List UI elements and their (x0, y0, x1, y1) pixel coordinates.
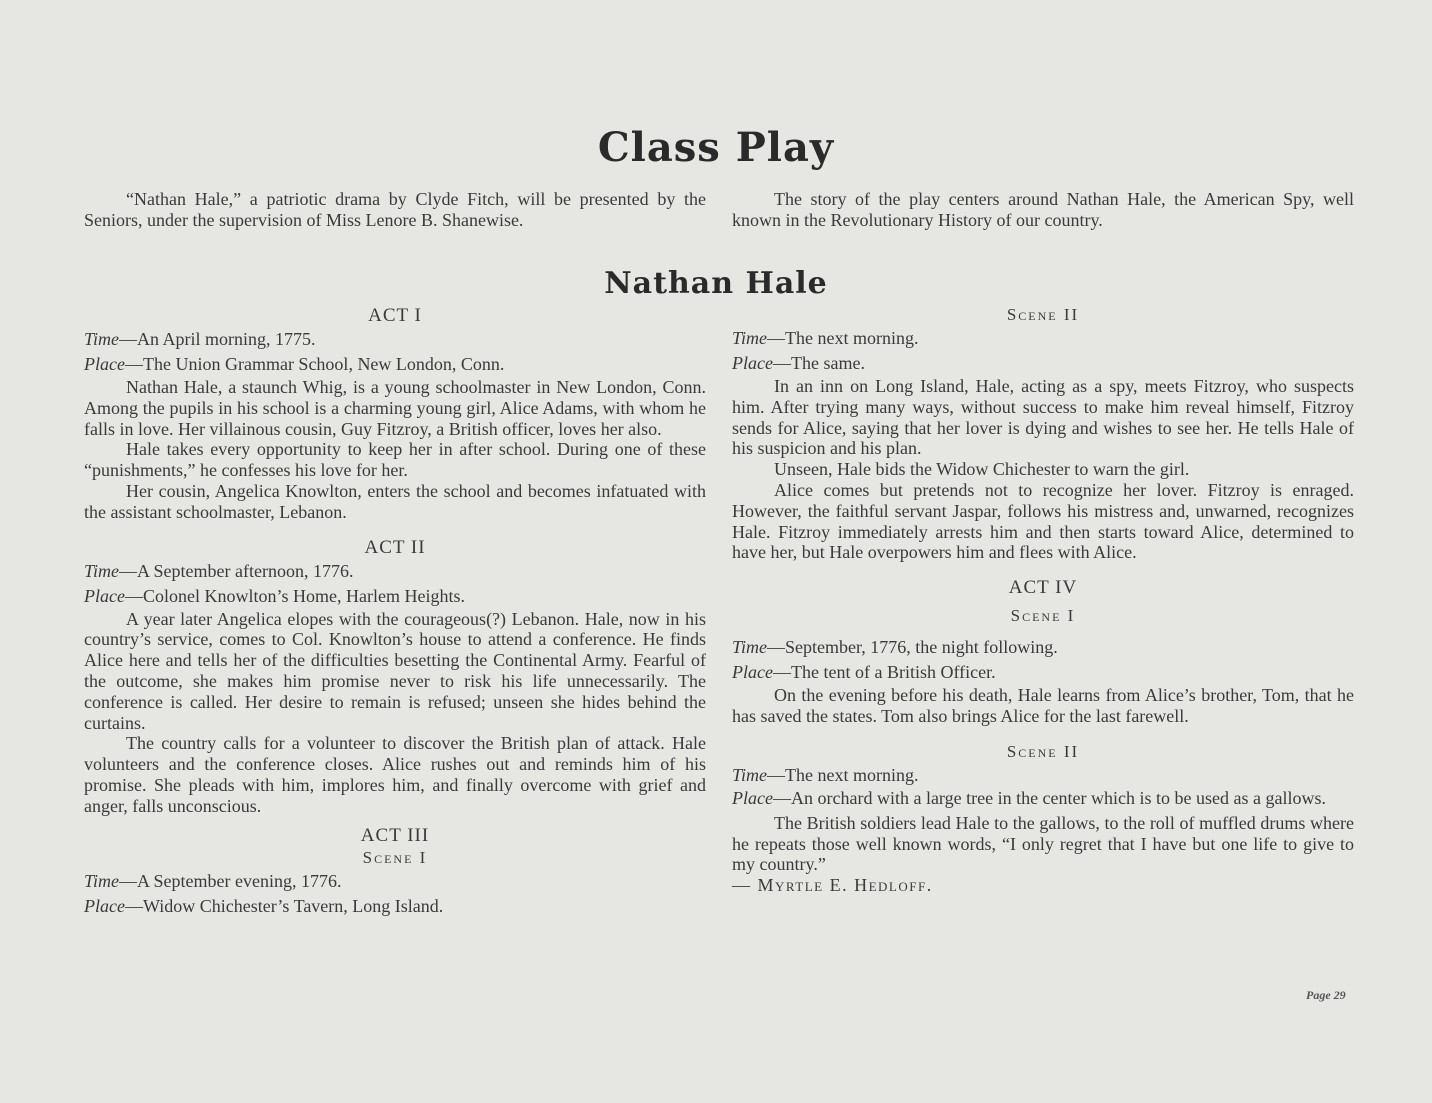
time-label: Time (732, 764, 768, 785)
time-label: Time (732, 637, 768, 658)
intro-paragraph: “Nathan Hale,” a patriotic drama by Clyde Fitch, will be presented by the Seniors, under the supervision of Miss Lenore B. Shanewise. (84, 189, 706, 230)
page-number: Page 29 (1306, 988, 1346, 1002)
time-value: —A September evening, 1776. (119, 870, 342, 891)
act-1-time (84, 327, 706, 352)
place-label: Place (84, 895, 125, 916)
act-4-paragraph-1: On the evening before his death, Hale learns from Alice’s brother, Tom, that he has saved the states. Tom also brings Alice for the last farewell. (732, 685, 1354, 726)
act-3-scene-2-time (732, 326, 1354, 351)
place-value: —Widow Chichester’s Tavern, Long Island. (124, 895, 444, 916)
act-4-scene-1-time (732, 635, 1354, 660)
place-label: Place (732, 662, 773, 683)
act-2-paragraph-1: A year later Angelica elopes with the courageous(?) Lebanon. Hale, now in his country’s service, comes to Col. Knowlton’s house to attend a conference. He finds Alice here and tells her of the difficulties besetting the Continental Army. Fearful of the outcome, she makes him promise never to risk his life unnecessarily. The conference is called. Her desire to remain is refused; unseen she hides behind the curtains. (84, 608, 706, 733)
intro-paragraph: The story of the play centers around Nathan Hale, the American Spy, well known in the Revolutionary History of our country. (732, 189, 1354, 230)
act-3-paragraph-1: In an inn on Long Island, Hale, acting as a spy, meets Fitzroy, who suspects him. After trying many ways, without success to make him reveal himself, Fitzroy sends for Alice, saying that her lover is dying and wishes to see her. He tells Hale of his suspicion and his plan. (732, 376, 1354, 459)
page-title: Class Play (597, 124, 835, 171)
time-label: Time (84, 329, 120, 349)
place-value: —An orchard with a large tree in the center which is to be used as a gallows. (772, 787, 1326, 808)
place-value: —The Union Grammar School, New London, Conn. (124, 354, 505, 374)
place-label: Place (732, 353, 773, 373)
act-1-heading: ACT I (368, 305, 422, 326)
place-value: —The tent of a British Officer. (772, 662, 996, 683)
right-column (732, 304, 1354, 896)
act-1-paragraph-2: Hale takes every opportunity to keep her in after school. During one of these “punishments,” he confesses his love for her. (84, 439, 706, 481)
time-value: —A September afternoon, 1776. (119, 560, 354, 581)
place-value: —The same. (772, 353, 865, 373)
author-signature: — Myrtle E. Hedloff. (732, 875, 933, 896)
act-4-heading: ACT IV (1008, 577, 1078, 599)
act-3-scene-2-heading: Scene II (1006, 305, 1080, 324)
left-column (84, 305, 706, 919)
act-3-scene-1-place (84, 894, 706, 919)
play-title: Nathan Hale (604, 266, 828, 301)
act-3-scene-1-heading: Scene I (362, 847, 428, 867)
place-label: Place (84, 585, 125, 606)
act-1-place (84, 352, 706, 377)
place-value: —Colonel Knowlton’s Home, Harlem Heights. (124, 585, 465, 606)
act-3-paragraph-2: Unseen, Hale bids the Widow Chichester to warn the girl. (774, 459, 1190, 480)
act-2-place (84, 584, 706, 609)
act-3-scene-2-place (732, 351, 1354, 376)
time-value: —The next morning. (767, 764, 919, 785)
time-label: Time (732, 328, 768, 348)
place-label: Place (84, 354, 125, 374)
act-2-heading: ACT II (364, 536, 426, 558)
time-value: —The next morning. (767, 328, 919, 348)
act-4-scene-2-time (732, 763, 1354, 788)
act-4-scene-2-heading: Scene II (1006, 741, 1080, 761)
intro-right-column (732, 189, 1354, 231)
intro-left-column (84, 189, 706, 231)
time-value: —September, 1776, the night following. (767, 637, 1058, 658)
act-1-paragraph-3: Her cousin, Angelica Knowlton, enters the school and becomes infatuated with the assistant schoolmaster, Lebanon. (84, 480, 706, 522)
act-3-scene-1-time (84, 869, 706, 894)
act-4-scene-1-heading: Scene I (1010, 606, 1076, 626)
time-label: Time (84, 560, 120, 581)
act-3-heading: ACT III (360, 824, 430, 846)
act-2-paragraph-2: The country calls for a volunteer to discover the British plan of attack. Hale volunteers and the conference closes. Alice rushes out and reminds him of his promise. She pleads with him, implores him, and finally overcome with grief and anger, falls unconscious. (84, 733, 706, 816)
act-2-time (84, 559, 706, 584)
act-4-paragraph-2: The British soldiers lead Hale to the gallows, to the roll of muffled drums where he repeats those well known words, “I only regret that I have but one life to give to my country.” (732, 812, 1354, 875)
act-3-paragraph-3: Alice comes but pretends not to recognize her lover. Fitzroy is enraged. However, the faithful servant Jaspar, follows his mistress and, unwarned, recognizes Hale. Fitzroy immediately arrests him and then starts toward Alice, determined to have her, but Hale overpowers him and flees with Alice. (732, 479, 1354, 563)
act-1-paragraph-1: Nathan Hale, a staunch Whig, is a young schoolmaster in New London, Conn. Among the pupils in his school is a charming young girl, Alice Adams, with whom he falls in love. Her villainous cousin, Guy Fitzroy, a British officer, loves her also. (84, 377, 706, 439)
act-4-scene-2-place (732, 788, 1354, 809)
place-label: Place (732, 787, 773, 808)
time-value: —An April morning, 1775. (119, 329, 316, 349)
time-label: Time (84, 870, 120, 891)
act-4-scene-1-place (732, 660, 1354, 685)
